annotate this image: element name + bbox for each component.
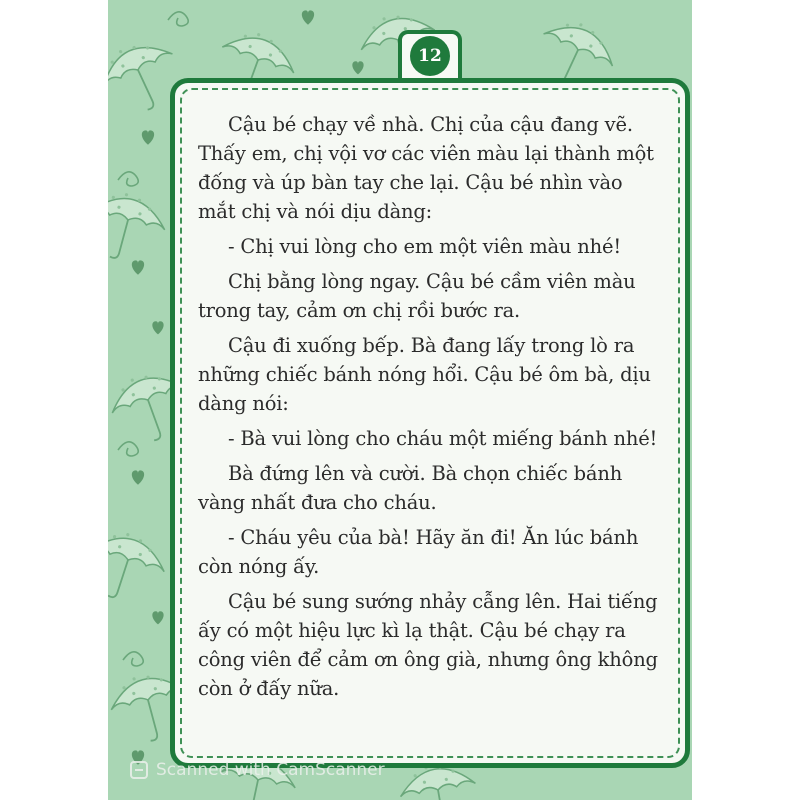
watermark-text: Scanned with CamScanner bbox=[156, 760, 385, 780]
page-number: 12 bbox=[410, 36, 450, 76]
paragraph: Cậu bé chạy về nhà. Chị của cậu đang vẽ. Thấy em, chị vội vơ các viên màu lại thành một đống và úp bàn tay che lại. Cậu bé nhìn vào mắt chị và nói dịu dàng: bbox=[198, 113, 654, 223]
paragraph: Chị bằng lòng ngay. Cậu bé cầm viên màu trong tay, cảm ơn chị rồi bước ra. bbox=[198, 270, 636, 322]
scanner-watermark bbox=[130, 758, 385, 782]
paragraph: - Bà vui lòng cho cháu một miếng bánh nhé! bbox=[228, 427, 658, 450]
camscanner-icon bbox=[130, 761, 148, 779]
paragraph: Bà đứng lên và cười. Bà chọn chiếc bánh vàng nhất đưa cho cháu. bbox=[198, 462, 623, 514]
paragraph: Cậu đi xuống bếp. Bà đang lấy trong lò ra những chiếc bánh nóng hổi. Cậu bé ôm bà, dịu dàng nói: bbox=[198, 334, 651, 415]
paragraph: - Chị vui lòng cho em một viên màu nhé! bbox=[228, 235, 621, 258]
paragraph: Cậu bé sung sướng nhảy cẫng lên. Hai tiếng ấy có một hiệu lực kì lạ thật. Cậu bé chạy ra công viên để cảm ơn ông già, nhưng ông không còn ở đấy nữa. bbox=[198, 590, 658, 700]
story-text bbox=[198, 110, 660, 709]
paragraph: - Cháu yêu của bà! Hãy ăn đi! Ăn lúc bánh còn nóng ấy. bbox=[198, 526, 639, 578]
